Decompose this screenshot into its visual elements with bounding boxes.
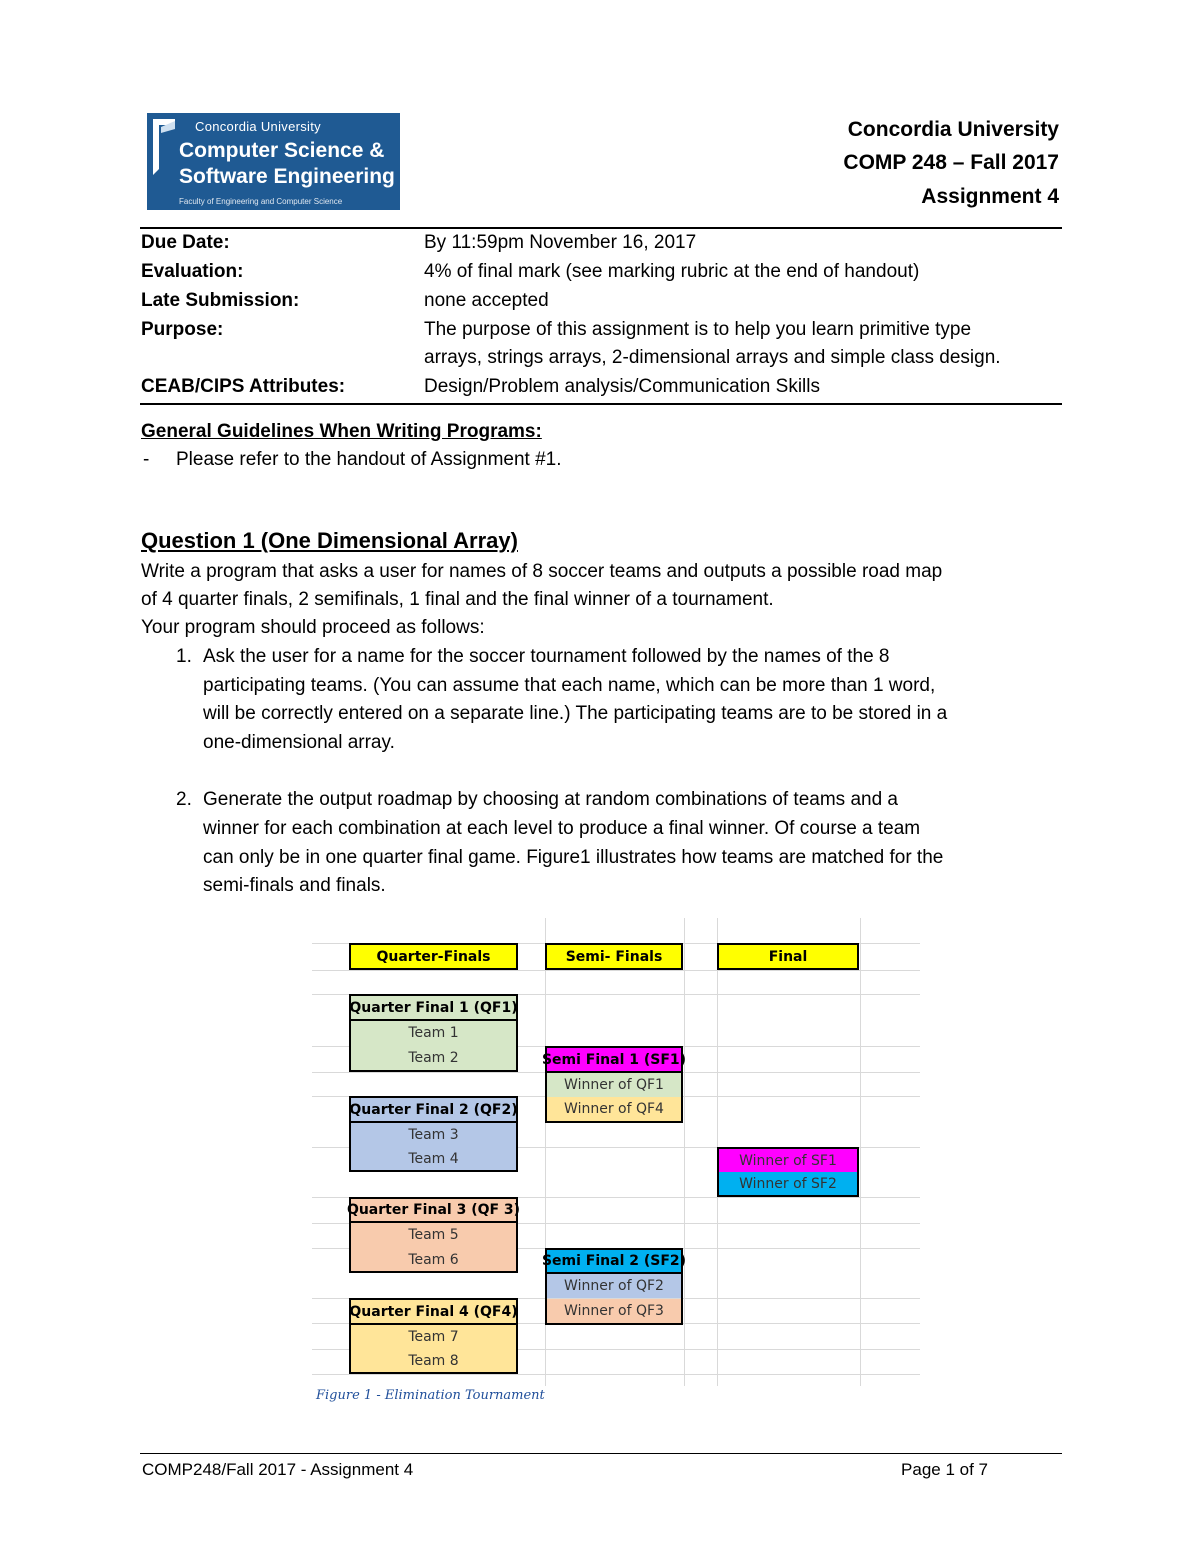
sf1-entry-b: Winner of QF4: [547, 1097, 681, 1121]
guidelines-heading: General Guidelines When Writing Programs:: [141, 421, 542, 442]
grid-line: [860, 918, 861, 1386]
purpose-value-line-2: arrays, strings arrays, 2-dimensional arrays and simple class design.: [424, 347, 1001, 368]
late-submission-value: none accepted: [424, 290, 549, 311]
question1-intro-line-1: Write a program that asks a user for names of 8 soccer teams and outputs a possible road map: [141, 561, 943, 582]
logo-line-1: Computer Science &: [179, 139, 385, 162]
step2-number: 2.: [176, 789, 192, 810]
step2-line-1: Generate the output roadmap by choosing at random combinations of teams and a: [203, 789, 898, 810]
ceab-label: CEAB/CIPS Attributes:: [141, 376, 346, 397]
qf4-title: Quarter Final 4 (QF4): [349, 1298, 518, 1325]
sf1-entry-a: Winner of QF1: [547, 1073, 681, 1097]
purpose-label: Purpose:: [141, 319, 224, 340]
bottom-rule: [140, 403, 1062, 405]
sf2-entry-b: Winner of QF3: [547, 1299, 681, 1323]
grid-line: [312, 1374, 920, 1375]
header-course: COMP 248 – Fall 2017: [843, 151, 1059, 174]
final-entry-b: Winner of SF2: [719, 1172, 857, 1195]
evaluation-value: 4% of final mark (see marking rubric at the end of handout): [424, 261, 920, 282]
footer-left: COMP248/Fall 2017 - Assignment 4: [142, 1460, 414, 1479]
qf2-title: Quarter Final 2 (QF2): [349, 1096, 518, 1123]
grid-line: [684, 918, 685, 1386]
qf1-team-b: Team 2: [408, 1050, 459, 1066]
step2-line-4: semi-finals and finals.: [203, 875, 386, 896]
header-semi-finals: Semi- Finals: [545, 943, 683, 970]
header-assignment: Assignment 4: [921, 185, 1059, 208]
ceab-value: Design/Problem analysis/Communication Skills: [424, 376, 820, 397]
step1-line-4: one-dimensional array.: [203, 732, 395, 753]
question1-intro-line-2: of 4 quarter finals, 2 semifinals, 1 final and the final winner of a tournament.: [141, 589, 774, 610]
sf1-title: Semi Final 1 (SF1): [545, 1046, 683, 1073]
footer-page-number: Page 1 of 7: [901, 1460, 988, 1479]
sf2-title: Semi Final 2 (SF2): [545, 1248, 683, 1274]
qf3-team-b: Team 6: [408, 1252, 459, 1268]
final-entry-a: Winner of SF1: [719, 1149, 857, 1172]
question1-heading: Question 1 (One Dimensional Array): [141, 528, 518, 553]
step1-number: 1.: [176, 646, 192, 667]
question1-intro-line-3: Your program should proceed as follows:: [141, 617, 485, 638]
purpose-value-line-1: The purpose of this assignment is to help you learn primitive type: [424, 319, 972, 340]
tournament-figure: [312, 918, 920, 1386]
guidelines-bullet: -: [143, 449, 150, 470]
header-university: Concordia University: [847, 118, 1059, 141]
guidelines-item: Please refer to the handout of Assignment #1.: [176, 449, 562, 470]
header-quarter-finals: Quarter-Finals: [349, 943, 518, 970]
late-submission-label: Late Submission:: [141, 290, 300, 311]
step1-line-3: will be correctly entered on a separate line.) The participating teams are to be stored in a: [203, 703, 948, 724]
step2-line-3: can only be in one quarter final game. Figure1 illustrates how teams are matched for the: [203, 847, 944, 868]
logo-line-2: Software Engineering: [179, 165, 395, 188]
qf3-team-a: Team 5: [408, 1227, 459, 1243]
qf2-team-b: Team 4: [408, 1151, 459, 1167]
qf3-title: Quarter Final 3 (QF 3): [349, 1197, 518, 1223]
sf2-entry-a: Winner of QF2: [547, 1274, 681, 1298]
footer-rule: [140, 1453, 1062, 1454]
qf1-title: Quarter Final 1 (QF1): [349, 994, 518, 1021]
qf2-team-a: Team 3: [408, 1127, 459, 1143]
step1-line-2: participating teams. (You can assume that each name, which can be more than 1 word,: [203, 675, 936, 696]
due-date-value: By 11:59pm November 16, 2017: [424, 232, 697, 253]
qf1-team-a: Team 1: [408, 1025, 459, 1041]
logo-faculty: Faculty of Engineering and Computer Science: [179, 197, 343, 206]
due-date-label: Due Date:: [141, 232, 230, 253]
header-final: Final: [717, 943, 859, 970]
logo-emblem-icon: [151, 117, 177, 177]
qf4-team-b: Team 8: [408, 1353, 459, 1369]
top-rule: [140, 227, 1062, 229]
evaluation-label: Evaluation:: [141, 261, 244, 282]
qf4-team-a: Team 7: [408, 1329, 459, 1345]
step2-line-2: winner for each combination at each level to produce a final winner. Of course a team: [203, 818, 921, 839]
logo-university: Concordia University: [195, 119, 321, 134]
grid-line: [312, 970, 920, 971]
figure-caption: Figure 1 - Elimination Tournament: [316, 1388, 545, 1403]
step1-line-1: Ask the user for a name for the soccer tournament followed by the names of the 8: [203, 646, 890, 667]
university-logo: [147, 113, 400, 210]
